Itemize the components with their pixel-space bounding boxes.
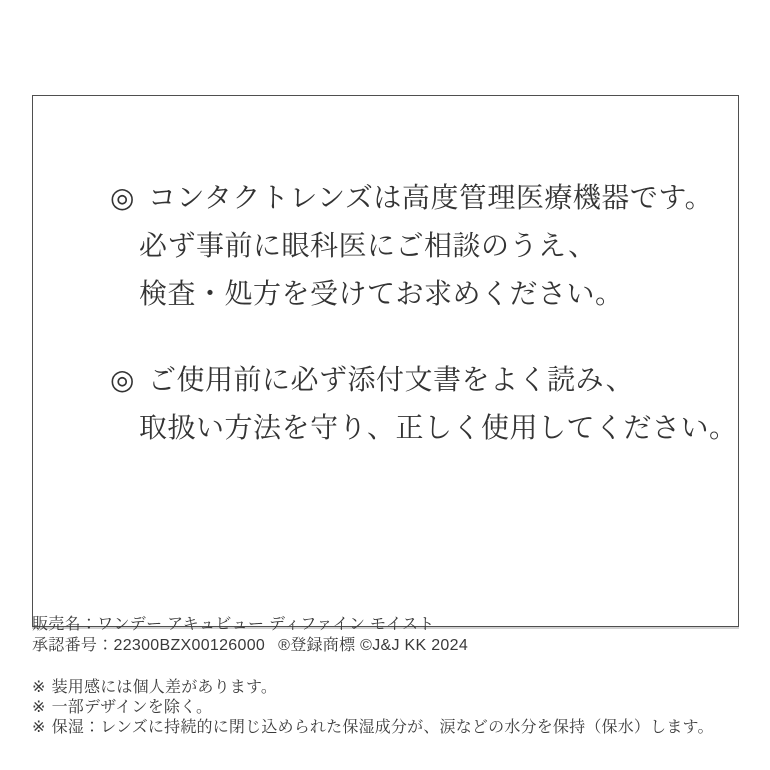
notice-box <box>32 95 739 627</box>
footnote-design-exception <box>32 698 714 718</box>
approval-number-line <box>32 635 468 656</box>
reference-mark-icon: ※ <box>32 699 46 716</box>
notice-paragraph-medical-device <box>33 174 738 318</box>
footnotes <box>32 678 714 738</box>
notice-paragraph-usage <box>33 356 738 452</box>
notice-line-text: 取扱い方法を守り、正しく使用してください。 <box>139 412 738 443</box>
notice-line-text: ご使用前に必ず添付文書をよく読み、 <box>148 364 635 395</box>
notice-line-text: 検査・処方を受けてお求めください。 <box>139 278 624 309</box>
double-circle-bullet-icon: ◎ <box>110 182 135 213</box>
notice-line <box>33 356 738 404</box>
notice-line-text: コンタクトレンズは高度管理医療機器です。 <box>148 182 714 213</box>
footnote-text: 装用感には個人差があります。 <box>51 679 278 696</box>
notice-line-text: 必ず事前に眼科医にご相談のうえ、 <box>139 230 597 261</box>
approval-number-text: 承認番号：22300BZX00126000 <box>32 637 266 654</box>
notice-line <box>33 174 738 222</box>
footnote-text: 保湿：レンズに持続的に閉じ込められた保湿成分が、涙などの水分を保持（保水）します。 <box>51 719 714 736</box>
reference-mark-icon: ※ <box>32 719 46 736</box>
footnote-moisture <box>32 718 714 738</box>
trademark-copyright-text: ®登録商標 ©J&J KK 2024 <box>278 637 469 654</box>
footnote-text: 一部デザインを除く。 <box>51 699 213 716</box>
product-info <box>32 614 468 656</box>
footnote-individual-fit <box>32 678 714 698</box>
product-name-line: 販売名：ワンデー アキュビュー ディファイン モイスト <box>32 616 435 633</box>
reference-mark-icon: ※ <box>32 679 46 696</box>
double-circle-bullet-icon: ◎ <box>110 364 135 395</box>
